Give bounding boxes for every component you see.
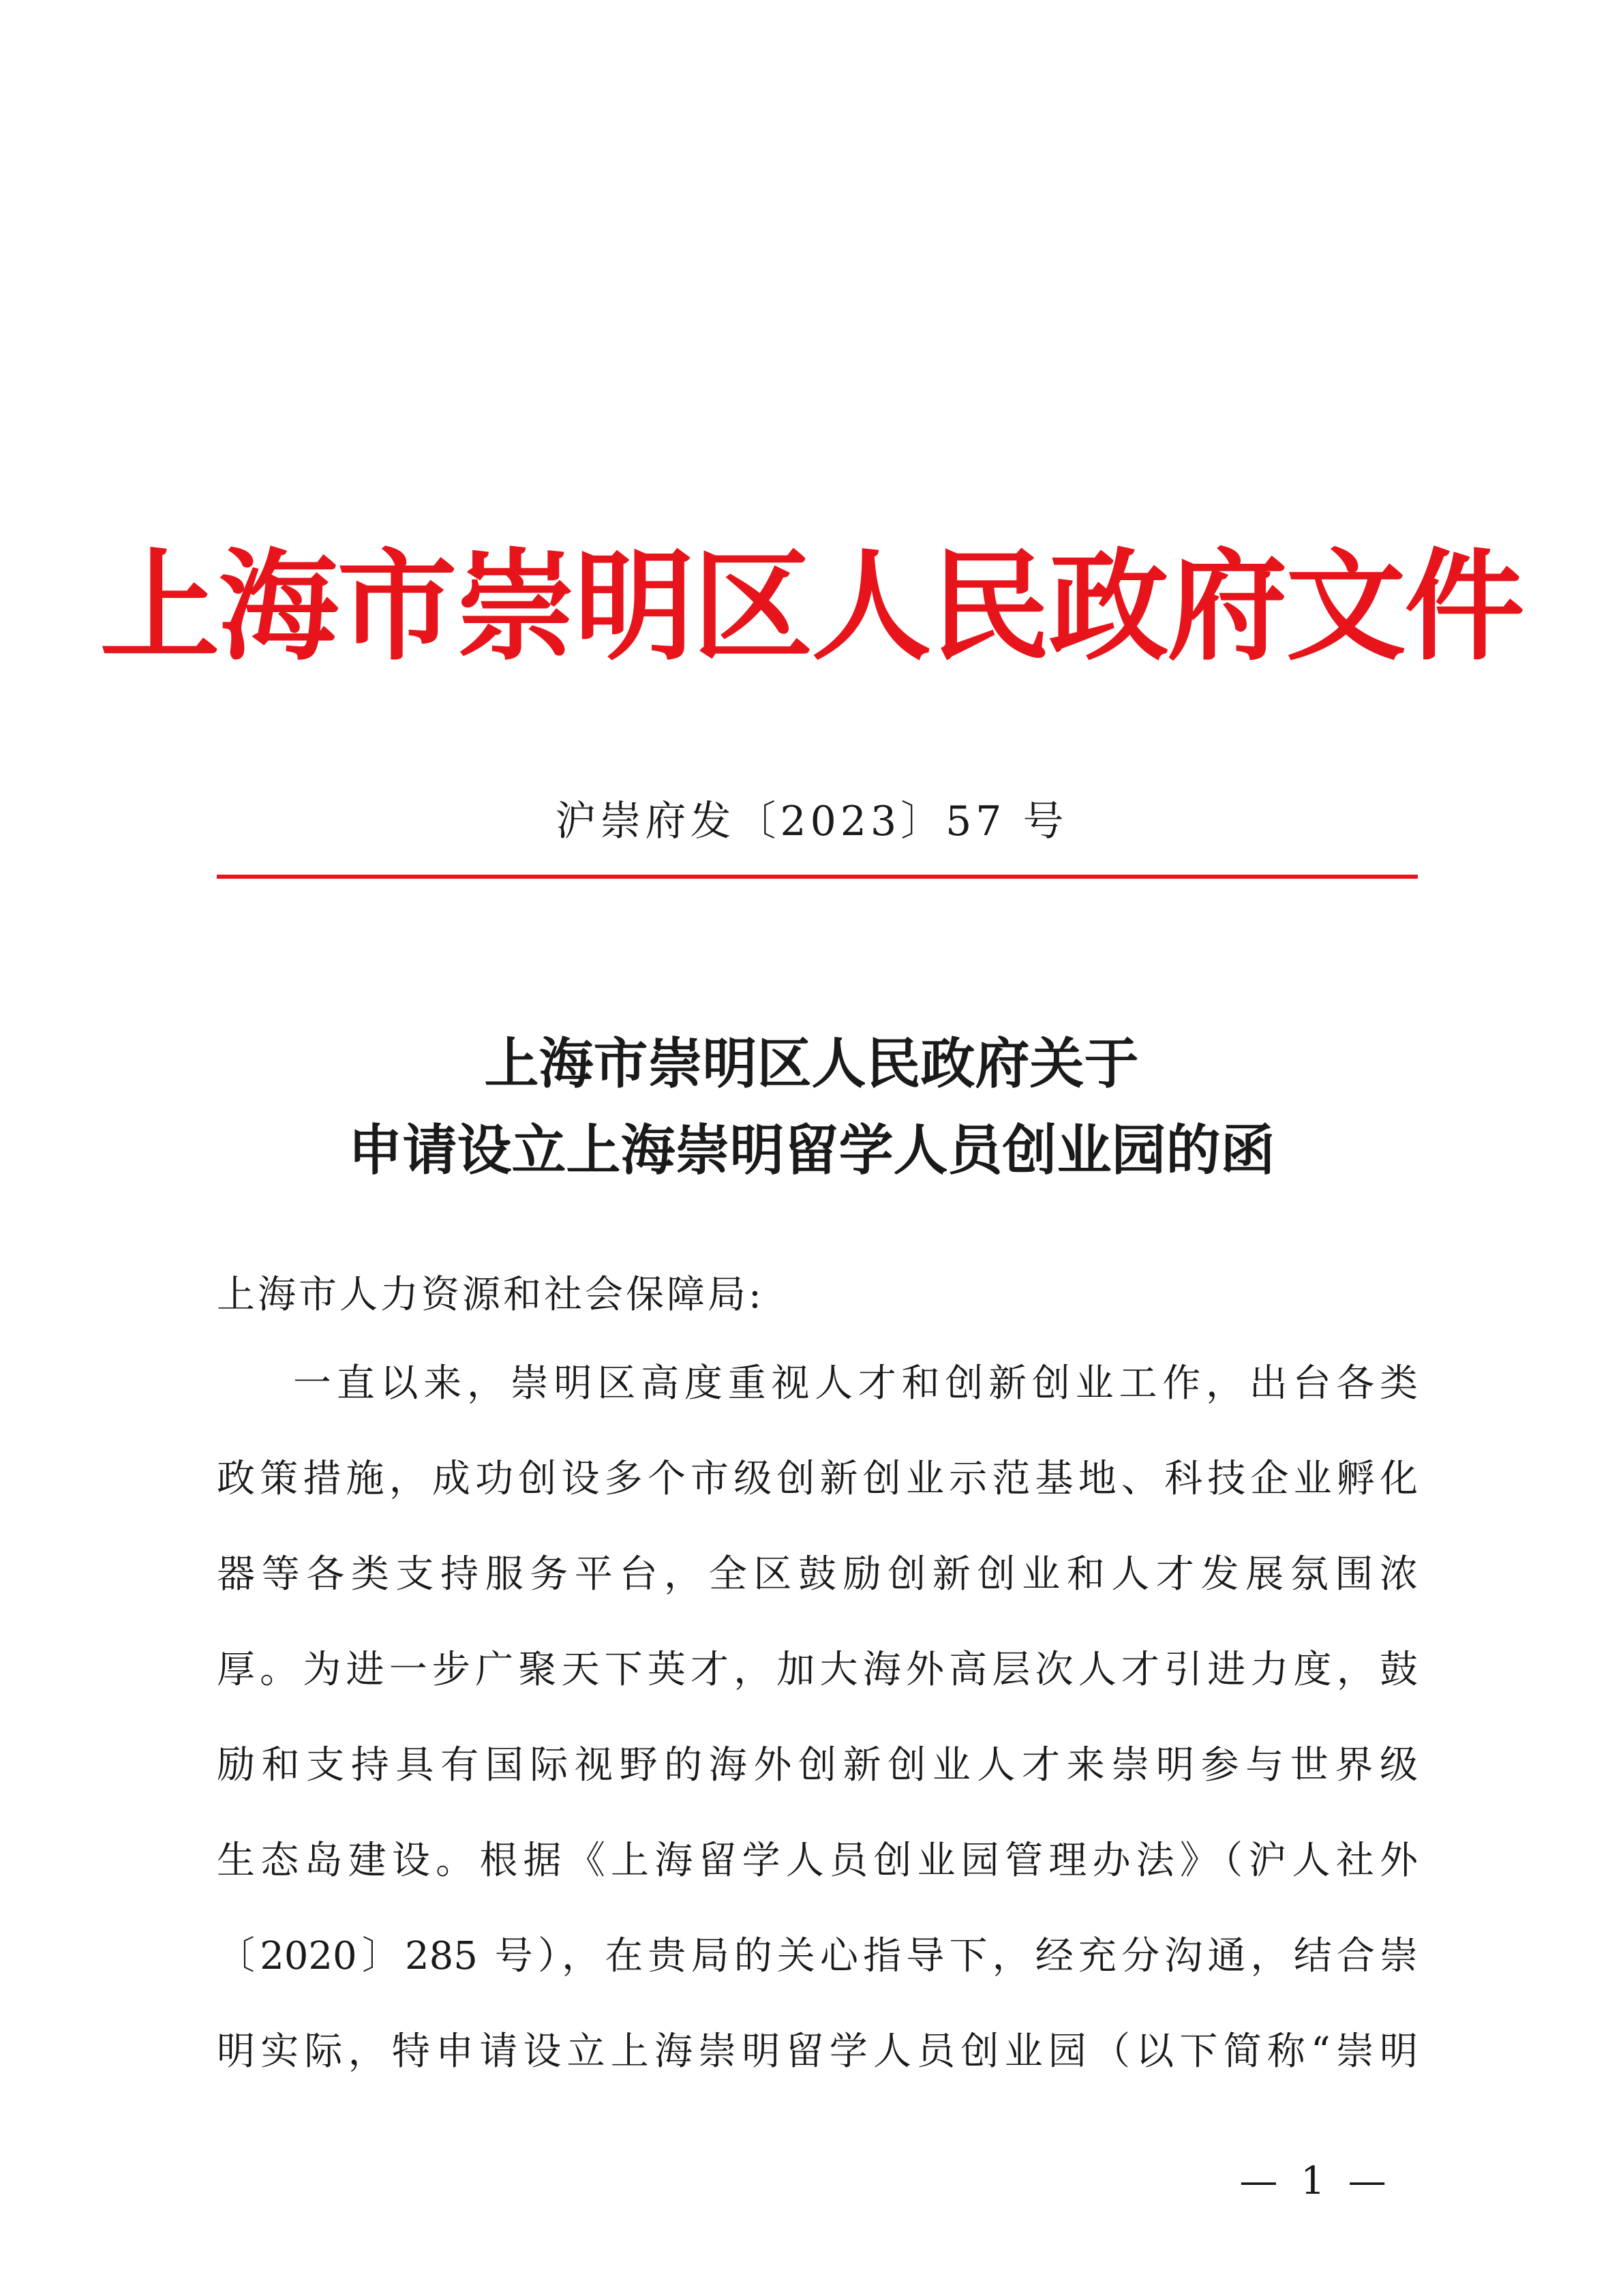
body-text-line: 励和支持具有国际视野的海外创新创业人才来崇明参与世界级 — [217, 1743, 1418, 1787]
body-text-line: 器等各类支持服务平台，全区鼓励创新创业和人才发展氛围浓 — [217, 1552, 1418, 1597]
recipient-salutation: 上海市人力资源和社会保障局: — [217, 1273, 764, 1317]
body-text-line: 厚。为进一步广聚天下英才，加大海外高层次人才引进力度，鼓 — [217, 1648, 1418, 1692]
document-title-line-2: 申请设立上海崇明留学人员创业园的函 — [348, 1118, 1275, 1182]
document-number: 沪崇府发〔2023〕57 号 — [555, 798, 1068, 845]
red-separator-line — [217, 875, 1418, 879]
document-title-line-1: 上海市崇明区人民政府关于 — [484, 1031, 1139, 1096]
page-number: — 1 — — [1239, 2159, 1392, 2203]
body-text-line: 一直以来，崇明区高度重视人才和创新创业工作，出台各类 — [293, 1361, 1418, 1406]
issuer-header-title: 上海市崇明区人民政府文件 — [100, 536, 1523, 677]
body-text-line: 生态岛建设。根据《上海留学人员创业园管理办法》（沪人社外 — [217, 1839, 1418, 1883]
body-text-line: 政策措施，成功创设多个市级创新创业示范基地、科技企业孵化 — [217, 1457, 1418, 1501]
body-text-line: 明实际，特申请设立上海崇明留学人员创业园（以下简称“崇明 — [217, 2029, 1418, 2074]
body-text-line: 〔2020〕285 号），在贵局的关心指导下，经充分沟通，结合崇 — [217, 1934, 1418, 1978]
